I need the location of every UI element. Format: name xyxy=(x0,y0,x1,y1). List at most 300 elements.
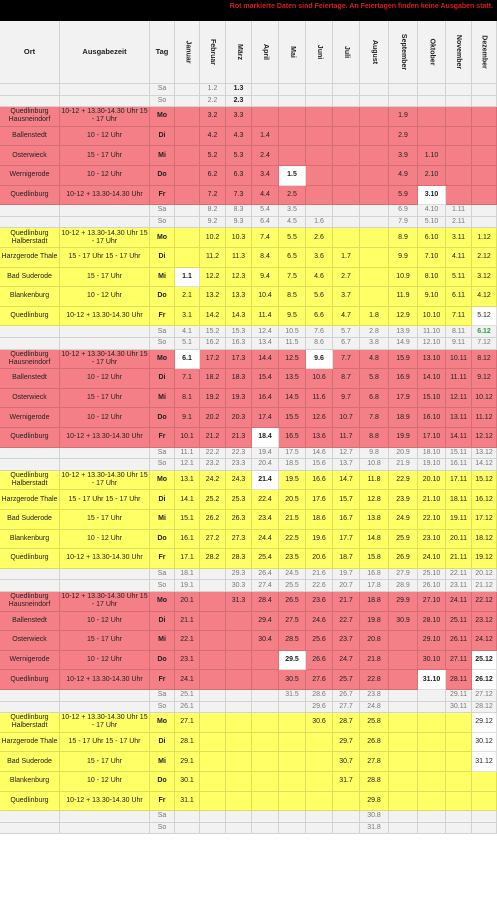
date-cell: 30.10 xyxy=(418,651,446,671)
time-cell: 10-12 + 13.30-14.30 Uhr xyxy=(60,307,150,327)
date-cell: 27.12 xyxy=(472,690,497,702)
date-cell: 17.4 xyxy=(252,408,279,428)
date-cell: 20.3 xyxy=(226,408,252,428)
location-cell: Ballenstedt xyxy=(0,127,60,147)
date-cell: 11.2 xyxy=(200,248,226,268)
date-cell: 29.5 xyxy=(279,651,306,671)
date-cell: 14.4 xyxy=(252,350,279,370)
date-cell xyxy=(306,811,333,823)
date-cell xyxy=(175,811,200,823)
date-cell: 23.5 xyxy=(279,549,306,569)
date-cell xyxy=(175,217,200,229)
date-cell: 13.3 xyxy=(226,287,252,307)
date-cell: 27.7 xyxy=(333,702,360,714)
date-cell: 28.12 xyxy=(472,702,497,714)
date-cell xyxy=(226,670,252,690)
weekday-cell: Mi xyxy=(150,752,175,772)
date-cell: 29.4 xyxy=(252,612,279,632)
time-cell: 10 - 12 Uhr xyxy=(60,612,150,632)
date-cell: 11.11 xyxy=(446,369,472,389)
date-cell: 9.10 xyxy=(418,287,446,307)
date-cell: 12.8 xyxy=(360,490,389,510)
date-cell: 5.12 xyxy=(472,307,497,327)
date-cell: 16.3 xyxy=(226,338,252,350)
date-cell: 27.2 xyxy=(200,530,226,550)
date-cell: 3.1 xyxy=(175,307,200,327)
date-cell: 16.2 xyxy=(200,338,226,350)
date-cell xyxy=(360,248,389,268)
date-cell: 16.1 xyxy=(175,530,200,550)
date-cell xyxy=(389,702,418,714)
date-cell: 18.1 xyxy=(175,569,200,581)
date-cell: 3.7 xyxy=(333,287,360,307)
month-label: Juni xyxy=(315,44,323,60)
date-cell: 25.3 xyxy=(226,490,252,510)
time-cell: 10-12 + 13.30-14.30 Uhr 15 - 17 Uhr xyxy=(60,350,150,370)
date-cell xyxy=(279,713,306,733)
date-cell: 10.2 xyxy=(200,228,226,248)
date-cell: 24.11 xyxy=(446,592,472,612)
date-cell: 9.1 xyxy=(175,408,200,428)
date-cell: 24.3 xyxy=(226,471,252,491)
date-cell: 17.12 xyxy=(472,510,497,530)
date-cell xyxy=(418,772,446,792)
date-cell: 11.4 xyxy=(252,307,279,327)
date-cell: 21.10 xyxy=(418,490,446,510)
date-cell xyxy=(333,186,360,206)
date-cell: 19.9 xyxy=(389,428,418,448)
date-cell: 23.6 xyxy=(306,592,333,612)
date-cell: 7.2 xyxy=(200,186,226,206)
weekend-cell xyxy=(0,823,60,835)
date-cell: 13.10 xyxy=(418,350,446,370)
date-cell: 6.8 xyxy=(360,389,389,409)
date-cell: 19.6 xyxy=(306,530,333,550)
date-cell xyxy=(200,823,226,835)
date-cell: 28.1 xyxy=(175,733,200,753)
date-cell xyxy=(418,702,446,714)
date-cell xyxy=(279,127,306,147)
header-month xyxy=(333,21,360,84)
weekday-cell: So xyxy=(150,217,175,229)
date-cell: 18.7 xyxy=(333,549,360,569)
time-cell: 15 - 17 Uhr xyxy=(60,752,150,772)
date-cell: 14.11 xyxy=(446,428,472,448)
date-cell xyxy=(200,651,226,671)
location-cell: Wernigerode xyxy=(0,651,60,671)
date-cell: 25.5 xyxy=(279,580,306,592)
date-cell: 27.9 xyxy=(389,569,418,581)
date-cell: 10.11 xyxy=(446,350,472,370)
date-cell: 17.1 xyxy=(175,549,200,569)
date-cell xyxy=(360,228,389,248)
location-cell: Blankenburg xyxy=(0,530,60,550)
date-cell xyxy=(226,631,252,651)
location-cell: Harzgerode Thale xyxy=(0,733,60,753)
date-cell: 12.3 xyxy=(226,268,252,288)
date-cell: 29.11 xyxy=(446,690,472,702)
date-cell xyxy=(333,127,360,147)
date-cell xyxy=(389,772,418,792)
date-cell xyxy=(446,166,472,186)
date-cell xyxy=(333,792,360,812)
weekend-cell xyxy=(0,217,60,229)
date-cell: 11.1 xyxy=(175,448,200,460)
date-cell xyxy=(279,702,306,714)
date-cell xyxy=(333,811,360,823)
month-label: März xyxy=(235,44,243,60)
time-cell: 10 - 12 Uhr xyxy=(60,772,150,792)
date-cell: 26.3 xyxy=(226,510,252,530)
date-cell: 1.8 xyxy=(360,307,389,327)
time-cell: 10 - 12 Uhr xyxy=(60,127,150,147)
month-label: Oktober xyxy=(428,38,436,66)
date-cell xyxy=(200,713,226,733)
date-cell xyxy=(306,96,333,108)
date-cell: 18.5 xyxy=(279,459,306,471)
date-cell: 5.1 xyxy=(175,338,200,350)
date-cell: 20.10 xyxy=(418,471,446,491)
date-cell: 20.6 xyxy=(306,549,333,569)
location-cell: Quedlinburg Hausneindorf xyxy=(0,592,60,612)
month-label: November xyxy=(455,34,463,70)
date-cell: 30.12 xyxy=(472,733,497,753)
date-cell xyxy=(446,792,472,812)
date-cell: 19.1 xyxy=(175,580,200,592)
date-cell xyxy=(200,772,226,792)
date-cell: 9.9 xyxy=(389,248,418,268)
header-month xyxy=(418,21,446,84)
date-cell: 17.11 xyxy=(446,471,472,491)
location-cell: Bad Suderode xyxy=(0,268,60,288)
location-cell: Blankenburg xyxy=(0,287,60,307)
date-cell xyxy=(446,752,472,772)
date-cell: 16.10 xyxy=(418,408,446,428)
date-cell: 19.3 xyxy=(226,389,252,409)
month-label: September xyxy=(400,33,407,71)
date-cell xyxy=(252,107,279,127)
weekday-cell: So xyxy=(150,338,175,350)
date-cell: 26.6 xyxy=(306,651,333,671)
date-cell: 10.4 xyxy=(252,287,279,307)
date-cell xyxy=(418,690,446,702)
date-cell xyxy=(418,127,446,147)
weekday-cell: Mi xyxy=(150,389,175,409)
date-cell: 5.3 xyxy=(226,146,252,166)
date-cell: 24.5 xyxy=(279,569,306,581)
date-cell: 19.11 xyxy=(446,510,472,530)
date-cell: 10.12 xyxy=(472,389,497,409)
date-cell xyxy=(472,166,497,186)
date-cell: 14.12 xyxy=(472,459,497,471)
date-cell: 21.11 xyxy=(446,549,472,569)
date-cell: 20.1 xyxy=(175,592,200,612)
date-cell: 6.7 xyxy=(333,338,360,350)
date-cell: 4.10 xyxy=(418,205,446,217)
weekday-cell: Do xyxy=(150,530,175,550)
notice-bar xyxy=(0,0,497,21)
location-cell: Bad Suderode xyxy=(0,510,60,530)
weekday-cell: Sa xyxy=(150,326,175,338)
date-cell: 2.11 xyxy=(446,217,472,229)
date-cell: 7.6 xyxy=(306,326,333,338)
date-cell xyxy=(333,107,360,127)
date-cell: 3.6 xyxy=(306,248,333,268)
date-cell xyxy=(306,146,333,166)
date-cell: 3.4 xyxy=(252,166,279,186)
date-cell: 3.12 xyxy=(472,268,497,288)
date-cell xyxy=(360,217,389,229)
month-label: Juli xyxy=(343,45,350,59)
date-cell: 15.9 xyxy=(389,350,418,370)
date-cell xyxy=(279,823,306,835)
date-cell: 1.5 xyxy=(279,166,306,186)
date-cell: 26.12 xyxy=(472,670,497,690)
date-cell: 25.8 xyxy=(360,713,389,733)
date-cell: 1.3 xyxy=(226,84,252,96)
date-cell: 6.10 xyxy=(418,228,446,248)
date-cell: 14.9 xyxy=(389,338,418,350)
weekend-cell xyxy=(60,690,150,702)
time-cell: 10-12 + 13.30-14.30 Uhr xyxy=(60,792,150,812)
date-cell: 15.1 xyxy=(175,510,200,530)
date-cell: 12.12 xyxy=(472,428,497,448)
date-cell: 22.11 xyxy=(446,569,472,581)
date-cell: 13.5 xyxy=(279,369,306,389)
date-cell: 21.12 xyxy=(472,580,497,592)
month-label: Januar xyxy=(184,40,191,64)
date-cell: 16.7 xyxy=(333,510,360,530)
date-cell: 30.3 xyxy=(226,580,252,592)
date-cell xyxy=(472,772,497,792)
date-cell: 14.8 xyxy=(360,530,389,550)
month-label: April xyxy=(261,44,269,60)
date-cell xyxy=(446,107,472,127)
weekday-cell: Di xyxy=(150,369,175,389)
date-cell: 24.1 xyxy=(175,670,200,690)
date-cell xyxy=(200,690,226,702)
date-cell xyxy=(252,96,279,108)
date-cell xyxy=(472,127,497,147)
month-label: August xyxy=(370,39,378,65)
date-cell xyxy=(279,792,306,812)
date-cell: 20.7 xyxy=(333,580,360,592)
date-cell: 29.1 xyxy=(175,752,200,772)
date-cell xyxy=(446,84,472,96)
weekday-cell: Fr xyxy=(150,792,175,812)
date-cell: 7.8 xyxy=(360,408,389,428)
date-cell: 18.9 xyxy=(389,408,418,428)
weekday-cell: So xyxy=(150,823,175,835)
date-cell xyxy=(200,811,226,823)
date-cell: 13.2 xyxy=(200,287,226,307)
date-cell xyxy=(279,146,306,166)
date-cell: 1.7 xyxy=(333,248,360,268)
location-cell: Osterwieck xyxy=(0,146,60,166)
date-cell xyxy=(175,186,200,206)
weekend-cell xyxy=(0,569,60,581)
date-cell: 17.10 xyxy=(418,428,446,448)
date-cell: 23.3 xyxy=(226,459,252,471)
weekday-cell: Mo xyxy=(150,350,175,370)
date-cell: 29.10 xyxy=(418,631,446,651)
date-cell xyxy=(200,569,226,581)
date-cell: 25.2 xyxy=(200,490,226,510)
weekday-cell: Fr xyxy=(150,670,175,690)
time-cell: 10 - 12 Uhr xyxy=(60,530,150,550)
date-cell: 1.12 xyxy=(472,228,497,248)
date-cell: 3.3 xyxy=(226,107,252,127)
weekday-cell: Mi xyxy=(150,146,175,166)
header-month xyxy=(389,21,418,84)
date-cell: 27.5 xyxy=(279,612,306,632)
date-cell: 28.11 xyxy=(446,670,472,690)
date-cell xyxy=(418,811,446,823)
date-cell: 26.5 xyxy=(279,592,306,612)
date-cell: 31.5 xyxy=(279,690,306,702)
date-cell: 26.8 xyxy=(360,733,389,753)
weekday-cell: Mo xyxy=(150,107,175,127)
weekday-cell: Di xyxy=(150,248,175,268)
date-cell: 4.11 xyxy=(446,248,472,268)
date-cell xyxy=(389,792,418,812)
time-cell: 10-12 + 13.30-14.30 Uhr 15 - 17 Uhr xyxy=(60,713,150,733)
time-cell: 10-12 + 13.30-14.30 Uhr xyxy=(60,428,150,448)
date-cell xyxy=(200,733,226,753)
date-cell: 13.1 xyxy=(175,471,200,491)
weekday-cell: Sa xyxy=(150,448,175,460)
date-cell: 21.6 xyxy=(306,569,333,581)
date-cell xyxy=(306,733,333,753)
date-cell: 12.5 xyxy=(279,350,306,370)
date-cell: 21.3 xyxy=(226,428,252,448)
date-cell: 29.7 xyxy=(333,733,360,753)
date-cell xyxy=(333,823,360,835)
date-cell: 15.10 xyxy=(418,389,446,409)
date-cell: 8.2 xyxy=(200,205,226,217)
date-cell: 2.8 xyxy=(360,326,389,338)
date-cell xyxy=(333,146,360,166)
date-cell: 10.5 xyxy=(279,326,306,338)
date-cell xyxy=(200,592,226,612)
date-cell xyxy=(472,96,497,108)
date-cell: 19.8 xyxy=(360,612,389,632)
date-cell xyxy=(226,690,252,702)
date-cell: 9.8 xyxy=(360,448,389,460)
date-cell xyxy=(200,752,226,772)
date-cell xyxy=(306,107,333,127)
date-cell: 6.4 xyxy=(252,217,279,229)
date-cell: 21.8 xyxy=(360,651,389,671)
date-cell: 22.6 xyxy=(306,580,333,592)
date-cell: 5.9 xyxy=(389,186,418,206)
date-cell: 18.11 xyxy=(446,490,472,510)
time-cell: 15 - 17 Uhr xyxy=(60,510,150,530)
date-cell xyxy=(279,96,306,108)
weekday-cell: Sa xyxy=(150,569,175,581)
header-ausgabezeit: Ausgabezeit xyxy=(60,21,150,84)
location-cell: Quedlinburg xyxy=(0,670,60,690)
weekday-cell: Mo xyxy=(150,471,175,491)
date-cell: 16.5 xyxy=(279,428,306,448)
date-cell: 6.12 xyxy=(472,326,497,338)
date-cell: 4.3 xyxy=(226,127,252,147)
date-cell: 12.1 xyxy=(175,459,200,471)
date-cell xyxy=(446,811,472,823)
weekend-cell xyxy=(60,459,150,471)
date-cell: 11.5 xyxy=(279,338,306,350)
date-cell: 13.11 xyxy=(446,408,472,428)
weekend-cell xyxy=(60,84,150,96)
weekday-cell: Do xyxy=(150,651,175,671)
time-cell: 15 - 17 Uhr xyxy=(60,268,150,288)
date-cell: 19.7 xyxy=(333,569,360,581)
date-cell: 14.10 xyxy=(418,369,446,389)
date-cell xyxy=(389,84,418,96)
date-cell: 4.12 xyxy=(472,287,497,307)
header-month xyxy=(360,21,389,84)
weekend-cell xyxy=(60,823,150,835)
date-cell: 19.10 xyxy=(418,459,446,471)
date-cell: 30.6 xyxy=(306,713,333,733)
date-cell: 7.11 xyxy=(446,307,472,327)
date-cell: 27.1 xyxy=(175,713,200,733)
weekday-cell: So xyxy=(150,580,175,592)
date-cell xyxy=(360,287,389,307)
date-cell: 16.6 xyxy=(306,471,333,491)
holiday-notice: Rot markierte Daten sind Feiertage. An Feiertagen finden keine Ausgaben statt. xyxy=(229,3,493,10)
date-cell: 13.6 xyxy=(306,428,333,448)
location-cell: Quedlinburg Halberstadt xyxy=(0,713,60,733)
date-cell: 7.12 xyxy=(472,338,497,350)
date-cell: 16.4 xyxy=(252,389,279,409)
date-cell: 20.12 xyxy=(472,569,497,581)
date-cell: 11.9 xyxy=(389,287,418,307)
time-cell: 10 - 12 Uhr xyxy=(60,369,150,389)
date-cell: 1.6 xyxy=(306,217,333,229)
date-cell: 7.9 xyxy=(389,217,418,229)
date-cell: 27.8 xyxy=(360,752,389,772)
date-cell: 2.6 xyxy=(306,228,333,248)
weekend-cell xyxy=(0,459,60,471)
date-cell xyxy=(226,713,252,733)
date-cell xyxy=(252,690,279,702)
location-cell: Quedlinburg xyxy=(0,186,60,206)
date-cell: 15.11 xyxy=(446,448,472,460)
date-cell: 25.1 xyxy=(175,690,200,702)
date-cell: 6.6 xyxy=(306,307,333,327)
date-cell: 9.11 xyxy=(446,338,472,350)
date-cell xyxy=(389,690,418,702)
date-cell: 18.4 xyxy=(252,428,279,448)
date-cell: 4.7 xyxy=(333,307,360,327)
date-cell: 27.10 xyxy=(418,592,446,612)
date-cell: 28.6 xyxy=(306,690,333,702)
date-cell: 7.3 xyxy=(226,186,252,206)
weekday-cell: Fr xyxy=(150,549,175,569)
date-cell: 25.4 xyxy=(252,549,279,569)
date-cell: 22.2 xyxy=(200,448,226,460)
date-cell xyxy=(306,186,333,206)
date-cell xyxy=(226,702,252,714)
date-cell xyxy=(418,823,446,835)
date-cell: 4.8 xyxy=(360,350,389,370)
date-cell: 29.8 xyxy=(360,792,389,812)
date-cell: 23.2 xyxy=(200,459,226,471)
date-cell xyxy=(175,166,200,186)
date-cell: 13.8 xyxy=(360,510,389,530)
date-cell: 1.4 xyxy=(252,127,279,147)
